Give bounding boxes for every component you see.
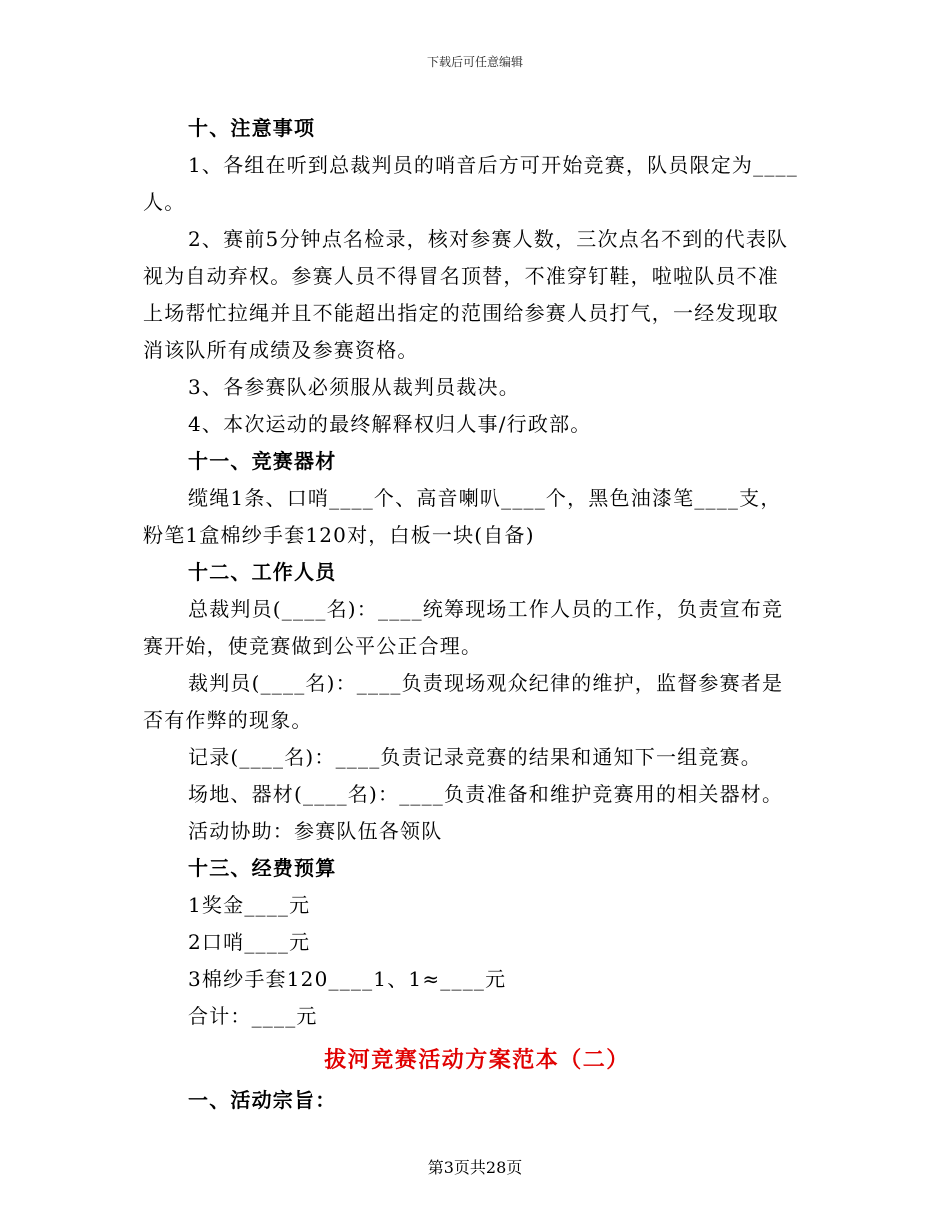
paragraph-line: 1、各组在听到总裁判员的哨音后方可开始竞赛，队员限定为____	[188, 153, 798, 177]
paragraph-line: 活动协助：参赛队伍各领队	[188, 819, 443, 843]
paragraph-line: 粉笔1盒棉纱手套120对，白板一块(自备)	[143, 523, 535, 547]
section-heading: 十三、经费预算	[188, 856, 337, 880]
section-heading: 十、注意事项	[188, 116, 316, 140]
page-header: 下载后可任意编辑	[426, 55, 523, 69]
paragraph-line: 视为自动弃权。参赛人员不得冒名顶替，不准穿钉鞋，啦啦队员不准	[143, 264, 779, 288]
budget-line: 1奖金____元	[188, 893, 311, 917]
paragraph-line: 4、本次运动的最终解释权归人事/行政部。	[188, 412, 592, 436]
paragraph-line: 上场帮忙拉绳并且不能超出指定的范围给参赛人员打气，一经发现取	[143, 301, 779, 325]
page-footer: 第3页共28页	[427, 1158, 523, 1177]
section-heading: 一、活动宗旨：	[188, 1088, 337, 1112]
paragraph-line: 记录(____名)：____负责记录竞赛的结果和通知下一组竞赛。	[188, 745, 763, 769]
paragraph-line: 缆绳1条、口哨____个、高音喇叭____个，黑色油漆笔____支，	[188, 486, 782, 510]
budget-line: 2口哨____元	[188, 930, 311, 954]
paragraph-line: 赛开始，使竞赛做到公平公正合理。	[143, 634, 483, 658]
section-heading: 十一、竞赛器材	[188, 449, 337, 473]
budget-line: 3棉纱手套120____1、1≈____元	[188, 967, 507, 991]
document-subtitle: 拔河竞赛活动方案范本（二）	[324, 1047, 630, 1073]
paragraph-line: 裁判员(____名)：____负责现场观众纪律的维护，监督参赛者是	[188, 671, 784, 695]
document-body	[143, 110, 811, 1119]
budget-total-line: 合计：____元	[188, 1004, 318, 1028]
paragraph-line: 否有作弊的现象。	[143, 708, 313, 732]
paragraph-line: 2、赛前5分钟点名检录，核对参赛人数，三次点名不到的代表队	[188, 227, 789, 251]
section-heading: 十二、工作人员	[188, 560, 337, 584]
paragraph-line: 总裁判员(____名)：____统筹现场工作人员的工作，负责宣布竞	[188, 597, 784, 621]
paragraph-line: 3、各参赛队必须服从裁判员裁决。	[188, 375, 520, 399]
paragraph-line: 场地、器材(____名)：____负责准备和维护竞赛用的相关器材。	[188, 782, 784, 806]
paragraph-line: 消该队所有成绩及参赛资格。	[143, 338, 419, 362]
paragraph-line: 人。	[143, 190, 186, 214]
